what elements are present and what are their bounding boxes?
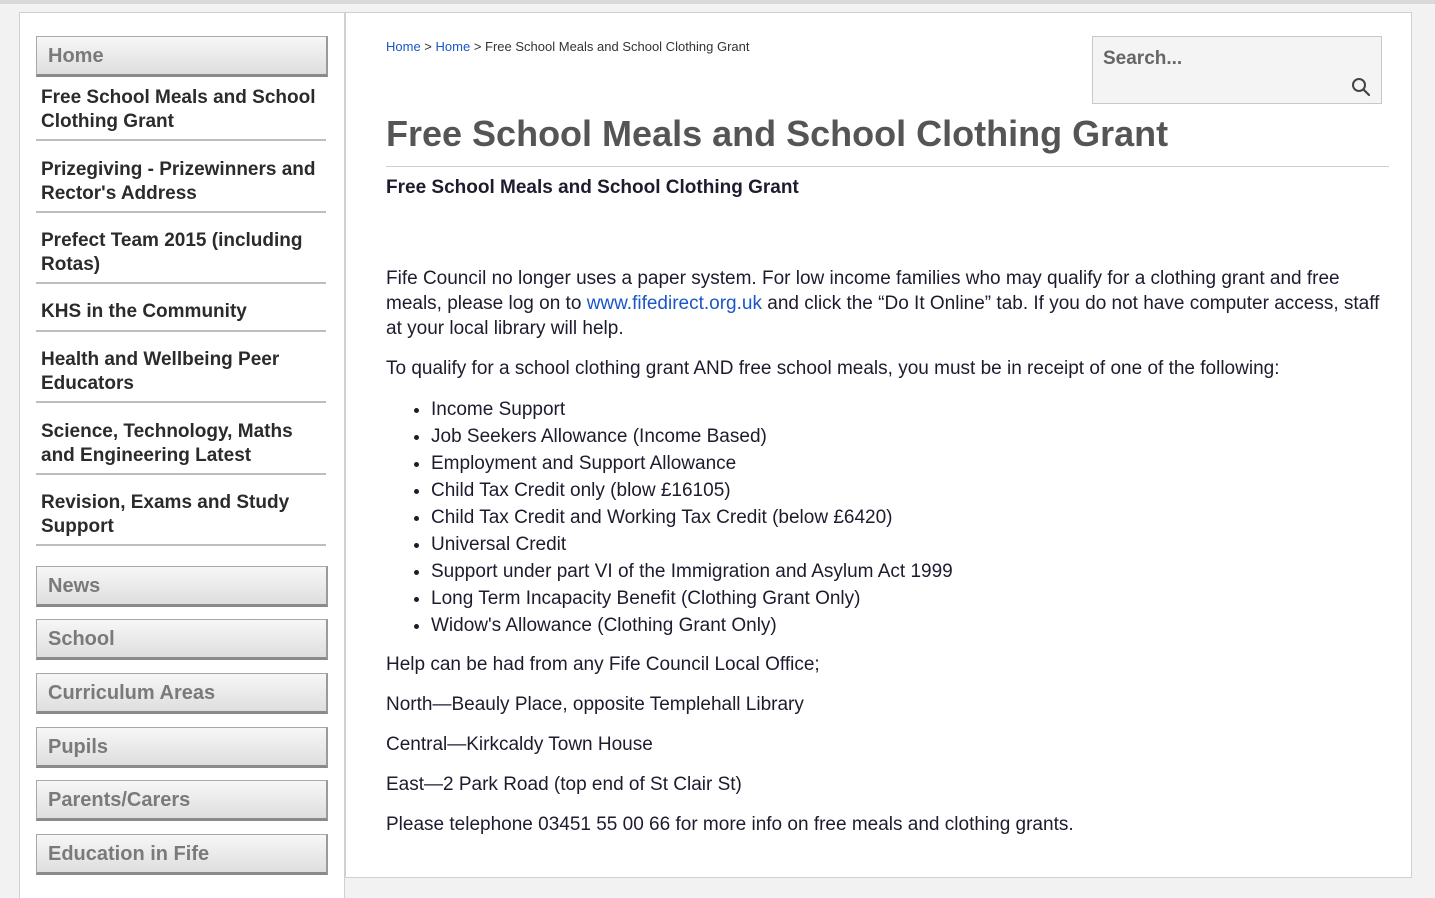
office-central: Central—Kirkcaldy Town House: [386, 734, 653, 755]
title-divider: [386, 166, 1389, 167]
nav-button-home[interactable]: Home: [36, 36, 328, 77]
main-content: [345, 12, 1412, 878]
intro-text-end: and click the “Do It Online” tab. If you do not have computer access, staff at your local library will help.: [386, 293, 1380, 339]
search-input[interactable]: [1101, 45, 1345, 73]
breadcrumb-current: Free School Meals and School Clothing Grant: [485, 39, 750, 54]
office-east: East—2 Park Road (top end of St Clair St): [386, 774, 742, 795]
nav-button-pupils[interactable]: Pupils: [36, 727, 328, 768]
search-box: [1092, 36, 1382, 104]
fifedirect-link[interactable]: www.fifedirect.org.uk: [586, 293, 762, 314]
telephone-paragraph: Please telephone 03451 55 00 66 for more info on free meals and clothing grants.: [386, 814, 1074, 835]
sub-nav-item-free-school-meals[interactable]: Free School Meals and School Clothing Grant: [36, 86, 326, 141]
list-item: • Universal Credit: [431, 531, 1386, 558]
list-item: • Widow's Allowance (Clothing Grant Only): [431, 612, 1386, 639]
article-body: [386, 266, 1386, 852]
breadcrumb: [386, 39, 750, 54]
list-item: • Income Support: [431, 396, 1386, 423]
sub-nav-item-khs-community[interactable]: KHS in the Community: [36, 300, 326, 332]
sub-nav-item-stem-latest[interactable]: Science, Technology, Maths and Engineering Latest: [36, 420, 326, 475]
nav-button-school[interactable]: School: [36, 619, 328, 660]
breadcrumb-link-home[interactable]: Home: [386, 39, 421, 54]
nav-button-parents-carers[interactable]: Parents/Carers: [36, 780, 328, 821]
nav-button-education-in-fife[interactable]: Education in Fife: [36, 834, 328, 875]
nav-button-news[interactable]: News: [36, 566, 328, 607]
sub-nav-item-prizegiving[interactable]: Prizegiving - Prizewinners and Rector's Address: [36, 158, 326, 213]
page-title: Free School Meals and School Clothing Grant: [386, 113, 1169, 154]
list-item: • Child Tax Credit only (blow £16105): [431, 477, 1386, 504]
list-item: • Employment and Support Allowance: [431, 450, 1386, 477]
benefits-list: [386, 396, 1386, 639]
list-item: • Support under part VI of the Immigration and Asylum Act 1999: [431, 558, 1386, 585]
list-item: • Job Seekers Allowance (Income Based): [431, 423, 1386, 450]
page-subtitle: Free School Meals and School Clothing Grant: [386, 177, 799, 198]
intro-text-start: Fife Council no longer uses a paper system. For low income families who may qualify for a clothing grant and free meals, please log on to: [386, 268, 1340, 314]
sub-nav-item-prefect-team[interactable]: Prefect Team 2015 (including Rotas): [36, 229, 326, 284]
breadcrumb-separator: >: [420, 39, 436, 54]
intro-paragraph: [386, 266, 1386, 341]
sidebar-nav: [19, 12, 345, 898]
sub-nav-item-revision-exams[interactable]: Revision, Exams and Study Support: [36, 491, 326, 546]
office-north: North—Beauly Place, opposite Templehall Library: [386, 694, 804, 715]
help-paragraph: Help can be had from any Fife Council Local Office;: [386, 654, 820, 675]
top-strip: [0, 0, 1435, 4]
qualify-paragraph: To qualify for a school clothing grant AND free school meals, you must be in receipt of one of the following:: [386, 358, 1280, 379]
nav-button-curriculum-areas[interactable]: Curriculum Areas: [36, 673, 328, 714]
magnifier-icon[interactable]: [1351, 77, 1371, 97]
list-item: • Long Term Incapacity Benefit (Clothing Grant Only): [431, 585, 1386, 612]
list-item: • Child Tax Credit and Working Tax Credit (below £6420): [431, 504, 1386, 531]
sub-nav-item-health-wellbeing[interactable]: Health and Wellbeing Peer Educators: [36, 348, 326, 403]
breadcrumb-link-home-2[interactable]: Home: [435, 39, 471, 54]
breadcrumb-separator: >: [470, 39, 486, 54]
